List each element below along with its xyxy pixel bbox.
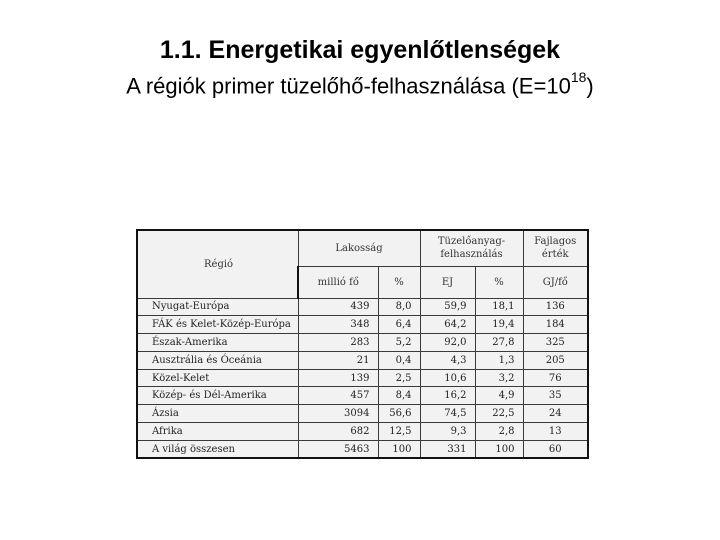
fuel-pct-cell: 19,4 [475, 316, 523, 334]
subtitle-end: ) [586, 73, 594, 99]
fuel-pct-cell: 1,3 [475, 351, 523, 369]
fuel-ej-cell: 4,3 [420, 351, 475, 369]
header-population: Lakosság [298, 230, 420, 266]
specific-value-cell: 60 [523, 440, 588, 458]
header-specific-line2: érték [541, 249, 569, 261]
subtitle-exponent: 18 [570, 69, 587, 85]
table-row [137, 423, 588, 441]
region-cell: Közép- és Dél-Amerika [137, 387, 298, 405]
region-cell: Közel-Kelet [137, 369, 298, 387]
region-cell: A világ összesen [137, 440, 298, 458]
region-cell: Nyugat-Európa [137, 298, 298, 316]
specific-value-cell: 76 [523, 369, 588, 387]
table-row [137, 369, 588, 387]
fuel-ej-cell: 59,9 [420, 298, 475, 316]
population-pct-cell: 2,5 [378, 369, 420, 387]
header-specific-line1: Fajlagos [534, 236, 577, 248]
specific-value-cell: 184 [523, 316, 588, 334]
table-row [137, 405, 588, 423]
specific-value-cell: 35 [523, 387, 588, 405]
population-pct-cell: 56,6 [378, 405, 420, 423]
population-cell: 21 [298, 351, 378, 369]
header-fuel-line1: Tüzelőanyag- [437, 236, 506, 248]
region-cell: Ázsia [137, 405, 298, 423]
specific-value-cell: 24 [523, 405, 588, 423]
slide-subtitle [0, 69, 720, 99]
header-fuel-pct: % [475, 266, 523, 298]
specific-value-cell: 205 [523, 351, 588, 369]
fuel-pct-cell: 27,8 [475, 334, 523, 352]
specific-value-cell: 325 [523, 334, 588, 352]
table-row [137, 387, 588, 405]
table-row [137, 298, 588, 316]
specific-value-cell: 13 [523, 423, 588, 441]
population-pct-cell: 6,4 [378, 316, 420, 334]
population-pct-cell: 8,0 [378, 298, 420, 316]
fuel-pct-cell: 18,1 [475, 298, 523, 316]
fuel-ej-cell: 16,2 [420, 387, 475, 405]
table-row [137, 351, 588, 369]
population-cell: 283 [298, 334, 378, 352]
fuel-ej-cell: 74,5 [420, 405, 475, 423]
region-cell: Észak-Amerika [137, 334, 298, 352]
region-cell: Ausztrália és Óceánia [137, 351, 298, 369]
fuel-pct-cell: 2,8 [475, 423, 523, 441]
table-row [137, 334, 588, 352]
population-cell: 439 [298, 298, 378, 316]
region-cell: Afrika [137, 423, 298, 441]
fuel-pct-cell: 3,2 [475, 369, 523, 387]
population-pct-cell: 100 [378, 440, 420, 458]
population-pct-cell: 0,4 [378, 351, 420, 369]
region-cell: FÁK és Kelet-Közép-Európa [137, 316, 298, 334]
population-pct-cell: 12,5 [378, 423, 420, 441]
header-specific-value [523, 230, 588, 266]
fuel-ej-cell: 10,6 [420, 369, 475, 387]
fuel-ej-cell: 64,2 [420, 316, 475, 334]
header-fuel-unit: EJ [420, 266, 475, 298]
fuel-ej-cell: 331 [420, 440, 475, 458]
fuel-ej-cell: 92,0 [420, 334, 475, 352]
population-cell: 457 [298, 387, 378, 405]
slide-title: 1.1. Energetikai egyenlőtlenségek [159, 36, 561, 64]
fuel-pct-cell: 100 [475, 440, 523, 458]
header-spec-unit: GJ/fő [523, 266, 588, 298]
fuel-pct-cell: 22,5 [475, 405, 523, 423]
fuel-ej-cell: 9,3 [420, 423, 475, 441]
energy-table [136, 229, 589, 459]
population-cell: 3094 [298, 405, 378, 423]
table-row [137, 440, 588, 458]
scanned-table-image [136, 229, 587, 458]
population-cell: 348 [298, 316, 378, 334]
fuel-pct-cell: 4,9 [475, 387, 523, 405]
population-cell: 682 [298, 423, 378, 441]
header-fuel-use [420, 230, 523, 266]
specific-value-cell: 136 [523, 298, 588, 316]
header-fuel-line2: felhasználás [440, 249, 503, 261]
header-region: Régió [137, 230, 298, 298]
population-pct-cell: 8,4 [378, 387, 420, 405]
population-pct-cell: 5,2 [378, 334, 420, 352]
population-cell: 139 [298, 369, 378, 387]
subtitle-main: A régiók primer tüzelőhő-felhasználása (E=10 [126, 73, 571, 99]
header-pop-unit: millió fő [298, 266, 378, 298]
population-cell: 5463 [298, 440, 378, 458]
header-pop-pct: % [378, 266, 420, 298]
table-row [137, 316, 588, 334]
